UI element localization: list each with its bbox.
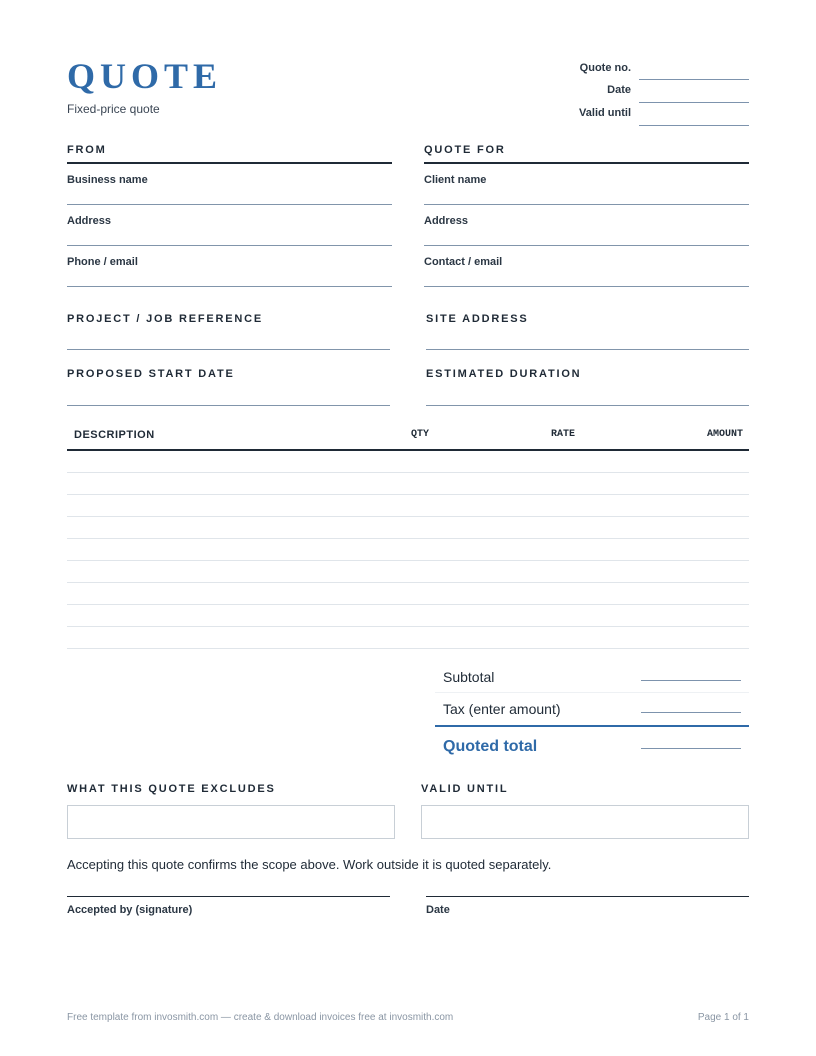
start-date-field[interactable] bbox=[67, 405, 390, 406]
from-address-label: Address bbox=[67, 215, 112, 227]
document-title: QUOTE bbox=[67, 56, 223, 96]
signature-date-label: Date bbox=[426, 904, 450, 916]
table-row[interactable] bbox=[67, 648, 749, 649]
page-number: Page 1 of 1 bbox=[697, 1012, 749, 1023]
column-rate: RATE bbox=[551, 429, 576, 440]
quoted-total-field[interactable] bbox=[641, 748, 741, 749]
table-row[interactable] bbox=[67, 560, 749, 561]
quote-for-rule bbox=[424, 162, 749, 164]
quote-for-heading: QUOTE FOR bbox=[424, 144, 506, 156]
project-reference-field[interactable] bbox=[67, 349, 390, 350]
totals-divider bbox=[435, 692, 749, 693]
tax-field[interactable] bbox=[641, 712, 741, 713]
column-amount: AMOUNT bbox=[706, 429, 743, 440]
valid-until-input[interactable] bbox=[421, 805, 749, 839]
from-heading: FROM bbox=[67, 144, 107, 156]
column-qty: QTY bbox=[411, 429, 430, 440]
valid-until-field[interactable] bbox=[639, 125, 749, 126]
quoted-total-label: Quoted total bbox=[443, 738, 538, 755]
subtotal-field[interactable] bbox=[641, 680, 741, 681]
quote-number-field[interactable] bbox=[639, 79, 749, 80]
contact-email-label: Contact / email bbox=[424, 256, 503, 268]
table-row[interactable] bbox=[67, 494, 749, 495]
from-rule bbox=[67, 162, 392, 164]
footer-credit: Free template from invosmith.com — create & download invoices free at invosmith.com bbox=[67, 1012, 454, 1023]
table-row[interactable] bbox=[67, 626, 749, 627]
date-label: Date bbox=[607, 84, 631, 96]
duration-field[interactable] bbox=[426, 405, 749, 406]
phone-email-field[interactable] bbox=[67, 286, 392, 287]
table-row[interactable] bbox=[67, 516, 749, 517]
acceptance-statement: Accepting this quote confirms the scope above. Work outside it is quoted separately. bbox=[67, 857, 552, 872]
duration-label: ESTIMATED DURATION bbox=[426, 368, 582, 380]
business-name-label: Business name bbox=[67, 174, 148, 186]
column-description: DESCRIPTION bbox=[74, 429, 155, 441]
subtotal-label: Subtotal bbox=[443, 669, 495, 685]
table-row[interactable] bbox=[67, 472, 749, 473]
client-name-label: Client name bbox=[424, 174, 487, 186]
excludes-input[interactable] bbox=[67, 805, 395, 839]
client-address-field[interactable] bbox=[424, 245, 749, 246]
phone-email-label: Phone / email bbox=[67, 256, 138, 268]
date-field[interactable] bbox=[639, 102, 749, 103]
accepted-by-label: Accepted by (signature) bbox=[67, 904, 193, 916]
business-name-field[interactable] bbox=[67, 204, 392, 205]
valid-until-label: Valid until bbox=[579, 107, 631, 119]
client-address-label: Address bbox=[424, 215, 469, 227]
signature-date-line[interactable] bbox=[426, 896, 749, 897]
site-address-label: SITE ADDRESS bbox=[426, 313, 529, 325]
table-header-rule bbox=[67, 449, 749, 451]
table-row[interactable] bbox=[67, 604, 749, 605]
signature-line[interactable] bbox=[67, 896, 390, 897]
document-subtitle: Fixed-price quote bbox=[67, 102, 160, 116]
tax-label: Tax (enter amount) bbox=[443, 701, 561, 717]
site-address-field[interactable] bbox=[426, 349, 749, 350]
total-rule bbox=[435, 725, 749, 727]
from-address-field[interactable] bbox=[67, 245, 392, 246]
contact-email-field[interactable] bbox=[424, 286, 749, 287]
table-row[interactable] bbox=[67, 582, 749, 583]
project-reference-label: PROJECT / JOB REFERENCE bbox=[67, 313, 264, 325]
start-date-label: PROPOSED START DATE bbox=[67, 368, 235, 380]
excludes-heading: WHAT THIS QUOTE EXCLUDES bbox=[67, 783, 276, 795]
client-name-field[interactable] bbox=[424, 204, 749, 205]
table-row[interactable] bbox=[67, 538, 749, 539]
valid-until-heading: VALID UNTIL bbox=[421, 783, 509, 795]
quote-number-label: Quote no. bbox=[579, 62, 631, 74]
